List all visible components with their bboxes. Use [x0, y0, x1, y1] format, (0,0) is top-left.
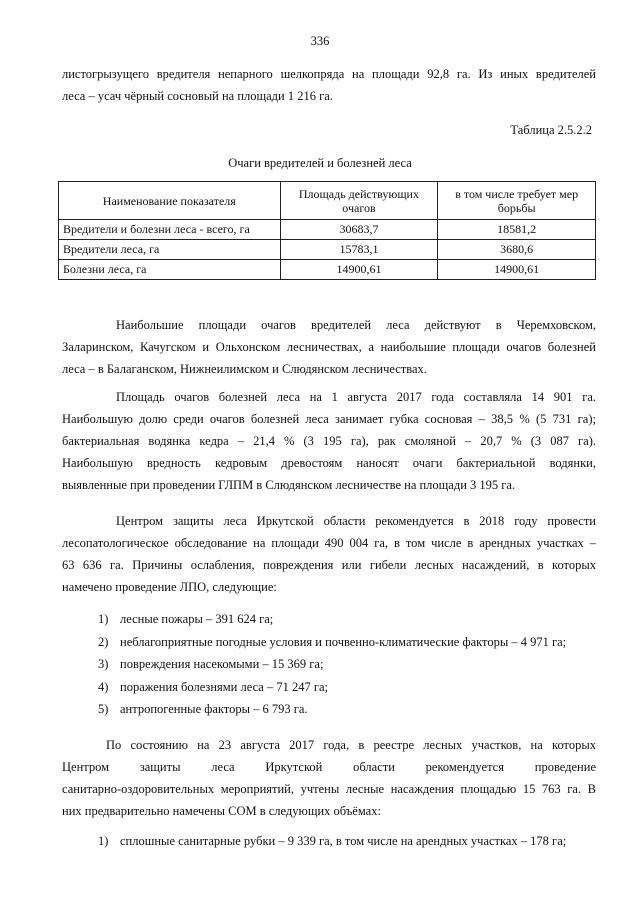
text-line: намечено проведение ЛПО, следующие:: [62, 580, 277, 594]
page-number: 336: [310, 34, 330, 48]
table-row: [59, 240, 596, 260]
reasons-list: [98, 608, 598, 721]
table-header-row: [59, 182, 596, 220]
paragraph-diseases: [62, 386, 596, 496]
text-line: Центром защиты леса Иркутской области рекомендуется проведение: [62, 760, 596, 774]
cell-control: 18581,2: [438, 220, 596, 240]
list-item: [98, 608, 598, 631]
table-title: Очаги вредителей и болезней леса: [228, 156, 412, 170]
cell-control: 3680,6: [438, 240, 596, 260]
paragraph-survey: [62, 510, 596, 598]
text-line: них предварительно намечены СОМ в следующих объёмах:: [62, 804, 381, 818]
list-text: антропогенные факторы – 6 793 га.: [120, 702, 308, 716]
text-line: 63 636 га. Причины ослабления, повреждения или гибели лесных насаждений, в которых: [62, 558, 596, 572]
text-line: По состоянию на 23 августа 2017 года, в реестре лесных участков, на которых: [106, 738, 596, 752]
column-header: в том числе требует мер борьбы: [438, 182, 596, 220]
paragraph-lesnichestva: [62, 314, 596, 380]
text-line: санитарно-оздоровительных мероприятий, учтены лесные насаждения площадью 15 763 га. В: [62, 782, 596, 796]
cell-area: 30683,7: [280, 220, 438, 240]
text-line: Центром защиты леса Иркутской области рекомендуется в 2018 году провести: [116, 514, 596, 528]
list-item: [98, 653, 598, 676]
column-header: Наименование показателя: [59, 182, 281, 220]
list-number: 5): [98, 702, 109, 716]
table-label: Таблица 2.5.2.2: [510, 123, 592, 137]
column-header: Площадь действующих очагов: [280, 182, 438, 220]
paragraph-registry: [62, 734, 596, 822]
text-line: леса – в Балаганском, Нижнеилимском и Слюдянском лесничествах.: [62, 362, 427, 376]
text-line: лесопатологическое обследование на площади 490 004 га, в том числе в арендных участках –: [62, 536, 596, 550]
text-line: леса – усач чёрный сосновый на площади 1 216 га.: [62, 89, 333, 103]
list-text: лесные пожары – 391 624 га;: [120, 612, 274, 626]
list-text: сплошные санитарные рубки – 9 339 га, в том числе на арендных участках – 178 га;: [120, 834, 567, 848]
list-item: [98, 698, 598, 721]
text-line: Наибольшие площади очагов вредителей леса действуют в Черемховском,: [116, 318, 596, 332]
row-label: Вредители и болезни леса - всего, га: [59, 220, 281, 240]
measures-list: [98, 830, 598, 853]
list-item: [98, 830, 598, 853]
cell-area: 15783,1: [280, 240, 438, 260]
cell-control: 14900,61: [438, 260, 596, 280]
list-number: 1): [98, 834, 109, 848]
text-line: Заларинском, Качугском и Ольхонском лесничествах, а наибольшие площади очагов болезней: [62, 340, 596, 354]
list-item: [98, 631, 598, 654]
list-text: повреждения насекомыми – 15 369 га;: [120, 657, 324, 671]
list-text: неблагоприятные погодные условия и почвенно-климатические факторы – 4 971 га;: [120, 634, 567, 649]
table-row: [59, 260, 596, 280]
pests-table: [58, 181, 596, 280]
row-label: Болезни леса, га: [59, 260, 281, 280]
intro-paragraph: [62, 63, 596, 107]
row-label: Вредители леса, га: [59, 240, 281, 260]
text-line: Наибольшую вредность кедровым древостоям наносят очаги бактериальной водянки,: [62, 456, 596, 470]
text-line: выявленные при проведении ГЛПМ в Слюдянском лесничестве на площади 3 195 га.: [62, 478, 516, 492]
list-number: 4): [98, 679, 109, 694]
text-line: листогрызущего вредителя непарного шелкопряда на площади 92,8 га. Из иных вредителей: [62, 67, 596, 81]
text-line: Площадь очагов болезней леса на 1 августа 2017 года составляла 14 901 га.: [116, 390, 596, 404]
list-text: поражения болезнями леса – 71 247 га;: [120, 679, 328, 694]
text-line: бактериальная водянка кедра – 21,4 % (3 195 га), рак смоляной – 20,7 % (3 087 га).: [62, 434, 596, 448]
list-number: 1): [98, 612, 109, 626]
list-number: 3): [98, 657, 109, 671]
text-line: Наибольшую долю среди очагов болезней леса занимает губка сосновая – 38,5 % (5 731 га);: [62, 412, 596, 426]
table-row: [59, 220, 596, 240]
cell-area: 14900,61: [280, 260, 438, 280]
list-item: [98, 676, 598, 699]
list-number: 2): [98, 634, 109, 649]
